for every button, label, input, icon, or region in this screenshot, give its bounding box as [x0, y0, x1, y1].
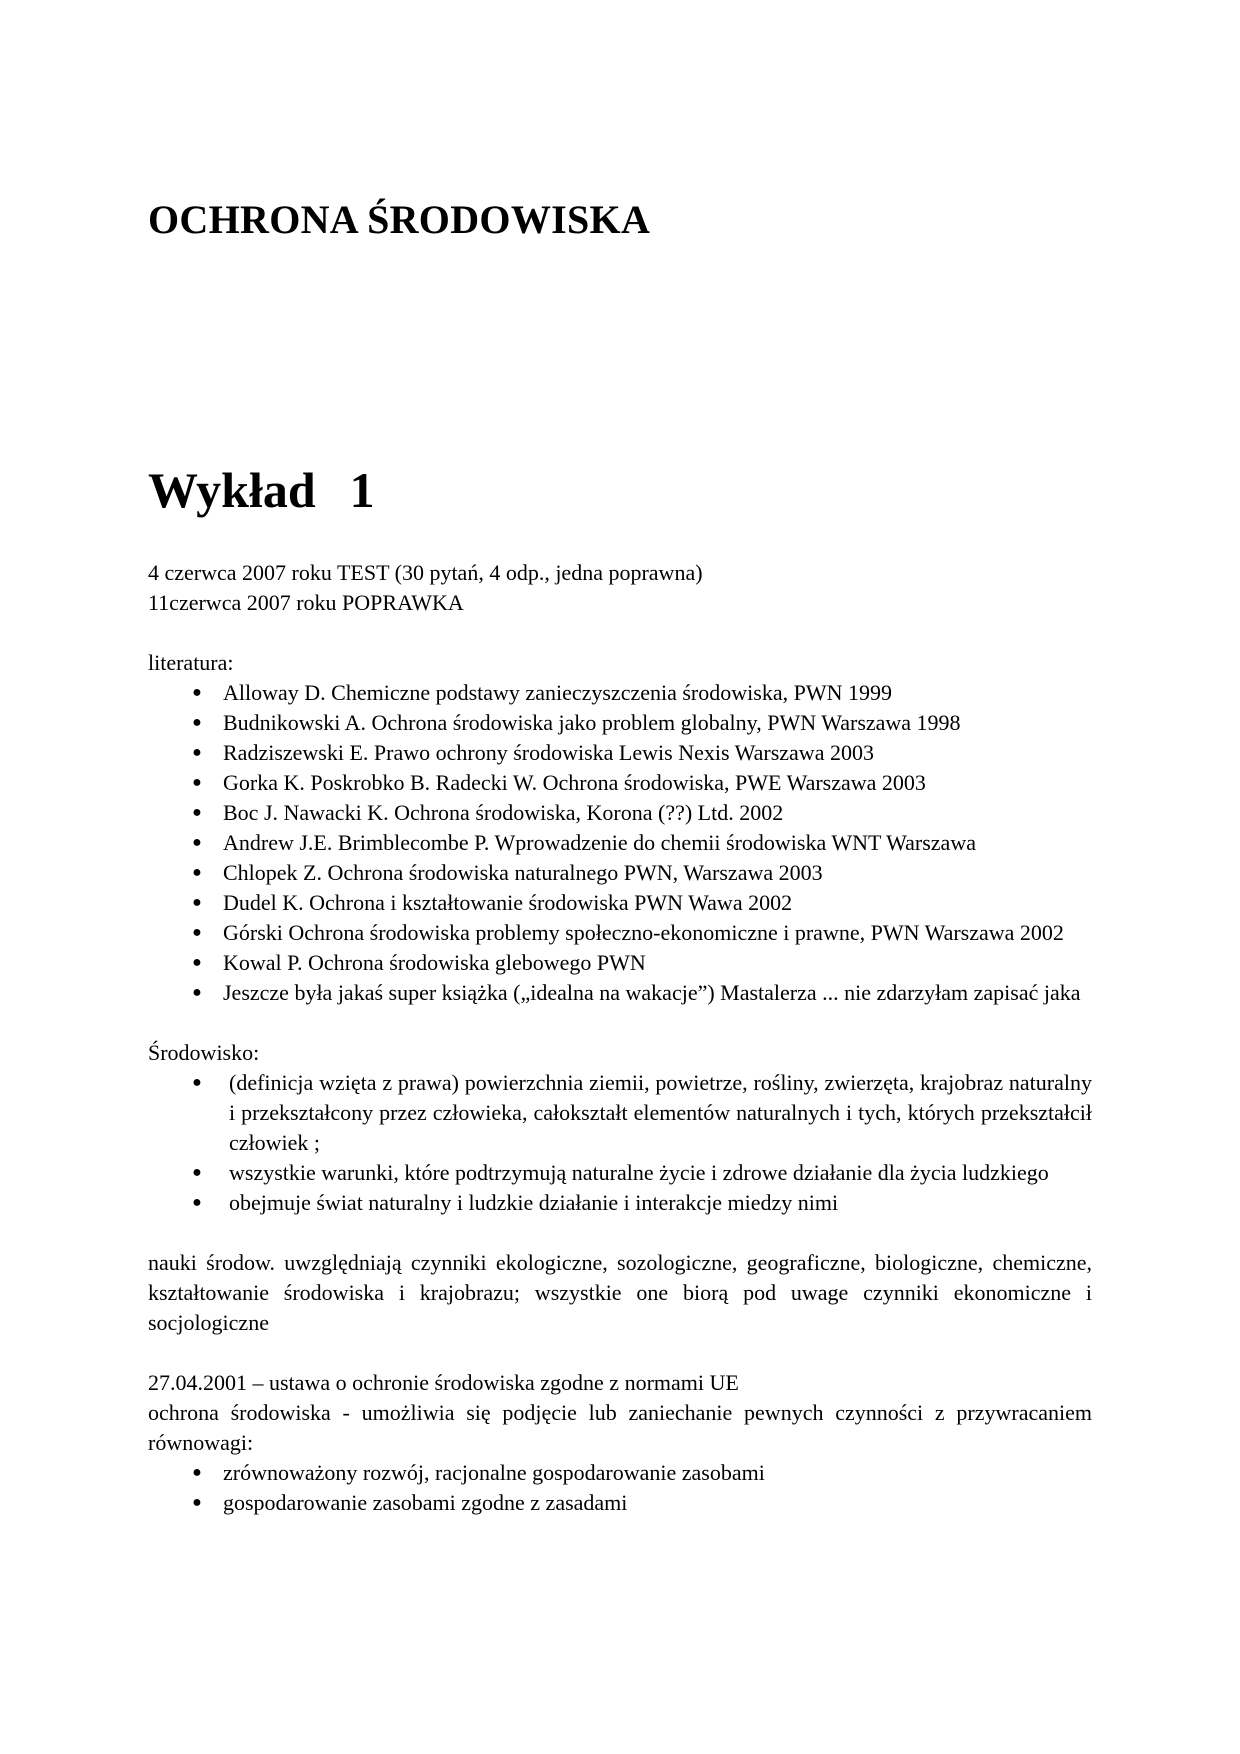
bullet-icon: ● [192, 1464, 202, 1481]
test-date-line: 4 czerwca 2007 roku TEST (30 pytań, 4 odp., jedna poprawna) [148, 560, 703, 585]
list-item [148, 768, 1092, 798]
bullet-icon: ● [192, 924, 202, 941]
spacer [148, 1008, 1092, 1038]
bullet-icon: ● [192, 984, 202, 1001]
lecture-number: 1 [349, 462, 375, 518]
bullet-icon: ● [192, 954, 202, 971]
bullet-icon: ● [192, 1194, 202, 1211]
retake-date-line: 11czerwca 2007 roku POPRAWKA [148, 590, 464, 615]
literature-heading: literatura: [148, 650, 234, 675]
bullet-icon: ● [192, 834, 202, 851]
list-item-text: obejmuje świat naturalny i ludzkie działanie i interakcje miedzy nimi [229, 1190, 839, 1215]
document-title: OCHRONA ŚRODOWISKA [148, 197, 651, 242]
list-item [148, 708, 1092, 738]
list-item [148, 738, 1092, 768]
list-item [148, 678, 1092, 708]
list-item [148, 978, 1092, 1008]
bullet-icon: ● [192, 894, 202, 911]
list-item [148, 888, 1092, 918]
list-item [148, 798, 1092, 828]
list-item [148, 858, 1092, 888]
literature-list [148, 678, 1092, 1008]
list-item-text: Kowal P. Ochrona środowiska glebowego PWN [223, 950, 646, 975]
list-item-text: gospodarowanie zasobami zgodne z zasadami [223, 1490, 628, 1515]
bullet-icon: ● [192, 774, 202, 791]
bullet-icon: ● [192, 684, 202, 701]
bullet-icon: ● [192, 1494, 202, 1511]
environment-heading: Środowisko: [148, 1040, 260, 1065]
protection-paragraph: ochrona środowiska - umożliwia się podjęcie lub zaniechanie pewnych czynności z przywracaniem równowagi: [148, 1400, 1092, 1455]
document-body [148, 558, 1092, 1518]
list-item [148, 1458, 1092, 1488]
list-item-text: Chlopek Z. Ochrona środowiska naturalnego PWN, Warszawa 2003 [223, 860, 823, 885]
list-item-text: Gorka K. Poskrobko B. Radecki W. Ochrona środowiska, PWE Warszawa 2003 [223, 770, 926, 795]
list-item [148, 1188, 1092, 1218]
list-item-text: Radziszewski E. Prawo ochrony środowiska Lewis Nexis Warszawa 2003 [223, 740, 874, 765]
list-item [148, 1158, 1092, 1188]
act-line: 27.04.2001 – ustawa o ochronie środowiska zgodne z normami UE [148, 1370, 739, 1395]
sciences-paragraph: nauki środow. uwzględniają czynniki ekologiczne, sozologiczne, geograficzne, biologiczne, chemiczne, kształtowanie środowiska i krajobrazu; wszystkie one biorą pod uwage czynniki ekonomiczne i socjologiczne [148, 1250, 1092, 1335]
bullet-icon: ● [192, 864, 202, 881]
list-item-text: Budnikowski A. Ochrona środowiska jako problem globalny, PWN Warszawa 1998 [223, 710, 961, 735]
list-item-text: Boc J. Nawacki K. Ochrona środowiska, Korona (??) Ltd. 2002 [223, 800, 784, 825]
list-item-text: Jeszcze była jakaś super książka („idealna na wakacje”) Mastalerza ... nie zdarzyłam zapisać jaka [223, 980, 1081, 1005]
environment-list [148, 1068, 1092, 1218]
list-item [148, 918, 1092, 948]
bullet-icon: ● [192, 804, 202, 821]
protection-list [148, 1458, 1092, 1518]
list-item-text: Górski Ochrona środowiska problemy społeczno-ekonomiczne i prawne, PWN Warszawa 2002 [223, 920, 1064, 945]
bullet-icon: ● [192, 714, 202, 731]
lecture-title [148, 455, 375, 525]
list-item-text: Dudel K. Ochrona i kształtowanie środowiska PWN Wawa 2002 [223, 890, 793, 915]
spacer [148, 1218, 1092, 1248]
bullet-icon: ● [192, 744, 202, 761]
list-item-text: zrównoważony rozwój, racjonalne gospodarowanie zasobami [223, 1460, 765, 1485]
list-item [148, 828, 1092, 858]
lecture-word: Wykład [148, 462, 316, 518]
list-item-text: Alloway D. Chemiczne podstawy zanieczyszczenia środowiska, PWN 1999 [223, 680, 892, 705]
list-item [148, 1068, 1092, 1158]
list-item-text: Andrew J.E. Brimblecombe P. Wprowadzenie do chemii środowiska WNT Warszawa [223, 830, 976, 855]
bullet-icon: ● [192, 1164, 202, 1181]
spacer [148, 1338, 1092, 1368]
list-item-text: wszystkie warunki, które podtrzymują naturalne życie i zdrowe działanie dla życia ludzkiego [229, 1160, 1049, 1185]
list-item [148, 1488, 1092, 1518]
spacer [148, 618, 1092, 648]
list-item [148, 948, 1092, 978]
list-item-text: (definicja wzięta z prawa) powierzchnia ziemii, powietrze, rośliny, zwierzęta, krajobraz naturalny i przekształcony przez człowieka, całokształt elementów naturalnych i tych, których przekształcił człowiek ; [229, 1070, 1092, 1155]
bullet-icon: ● [192, 1074, 202, 1091]
